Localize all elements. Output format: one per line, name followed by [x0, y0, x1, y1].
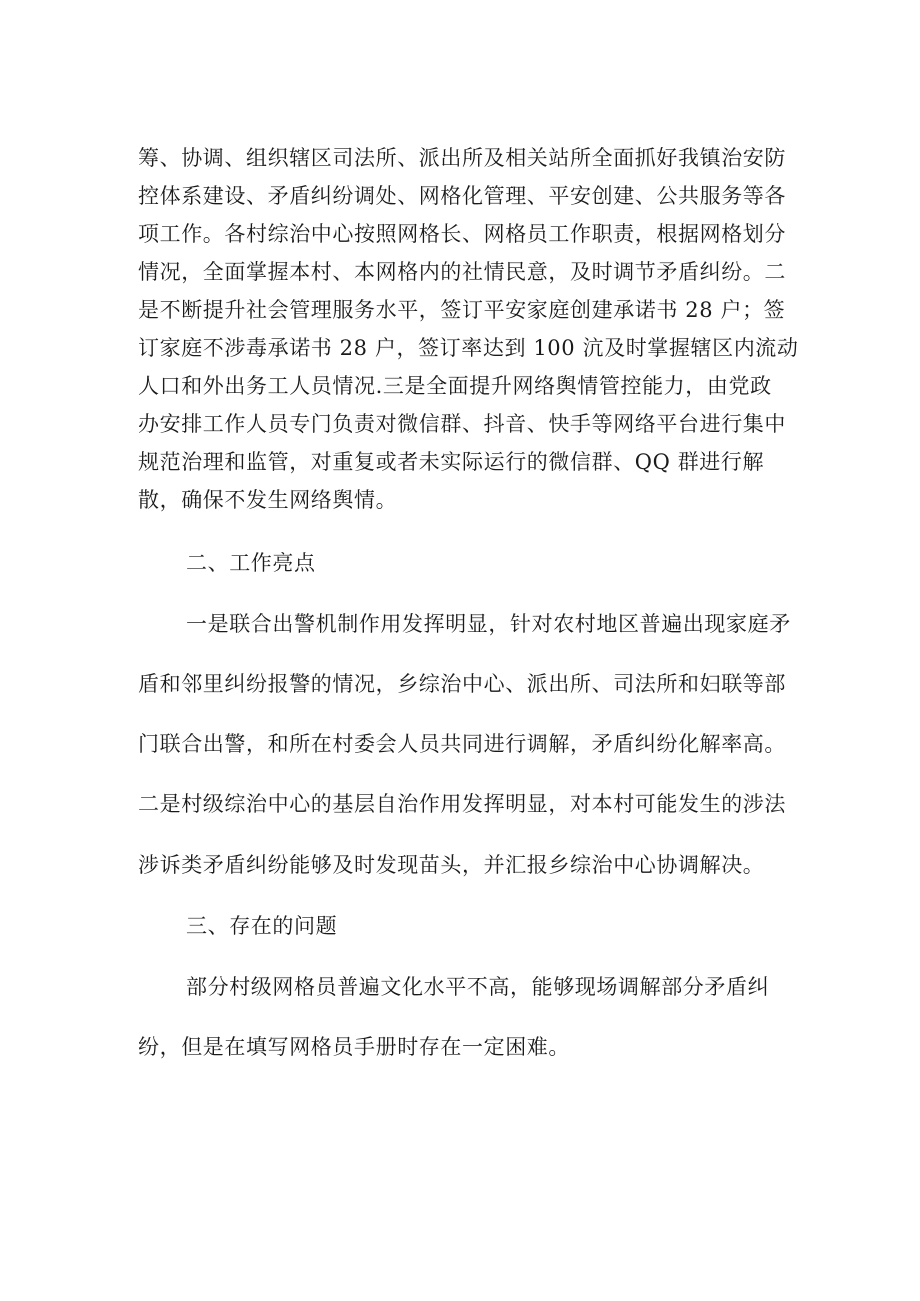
text-line: 一是联合出警机制作用发挥明显，针对农村地区普遍出现家庭矛: [186, 612, 791, 636]
text-line: 项工作。各村综治中心按照网格长、网格员工作职责，根据网格划分: [138, 222, 786, 246]
text-line: 是不断提升社会管理服务水平，签订平安家庭创建承诺书 28 户；签: [138, 298, 786, 322]
text-line: 筹、协调、组织辖区司法所、派出所及相关站所全面抓好我镇治安防: [138, 146, 786, 170]
section-heading: 二、工作亮点: [186, 551, 316, 575]
text-line: 情况，全面掌握本村、本网格内的社情民意，及时调节矛盾纠纷。二: [138, 260, 786, 284]
text-line: 涉诉类矛盾纠纷能够及时发现苗头，并汇报乡综治中心协调解决。: [138, 853, 765, 877]
text-line: 纷，但是在填写网格员手册时存在一定困难。: [138, 1035, 570, 1059]
text-line: 散，确保不发生网络舆情。: [138, 488, 398, 512]
text-line: 控体系建设、矛盾纠纷调处、网格化管理、平安创建、公共服务等各: [138, 184, 786, 208]
text-line: 规范治理和监管，对重复或者未实际运行的微信群、QQ 群进行解: [138, 450, 765, 474]
text-line: 盾和邻里纠纷报警的情况，乡综治中心、派出所、司法所和妇联等部: [138, 672, 786, 696]
text-line: 部分村级网格员普遍文化水平不高，能够现场调解部分矛盾纠: [186, 975, 770, 999]
text-line: 人口和外出务工人员情况.三是全面提升网络舆情管控能力，由党政: [138, 374, 772, 398]
text-line: 办安排工作人员专门负责对微信群、抖音、快手等网络平台进行集中: [138, 412, 786, 436]
text-line: 订家庭不涉毒承诺书 28 户，签订率达到 100 沆及时掌握辖区内流动: [138, 336, 799, 360]
text-line: 门联合出警，和所在村委会人员共同进行调解，矛盾纠纷化解率高。: [138, 732, 786, 756]
text-line: 二是村级综治中心的基层自治作用发挥明显，对本村可能发生的涉法: [138, 792, 786, 816]
section-heading: 三、存在的问题: [186, 914, 338, 938]
